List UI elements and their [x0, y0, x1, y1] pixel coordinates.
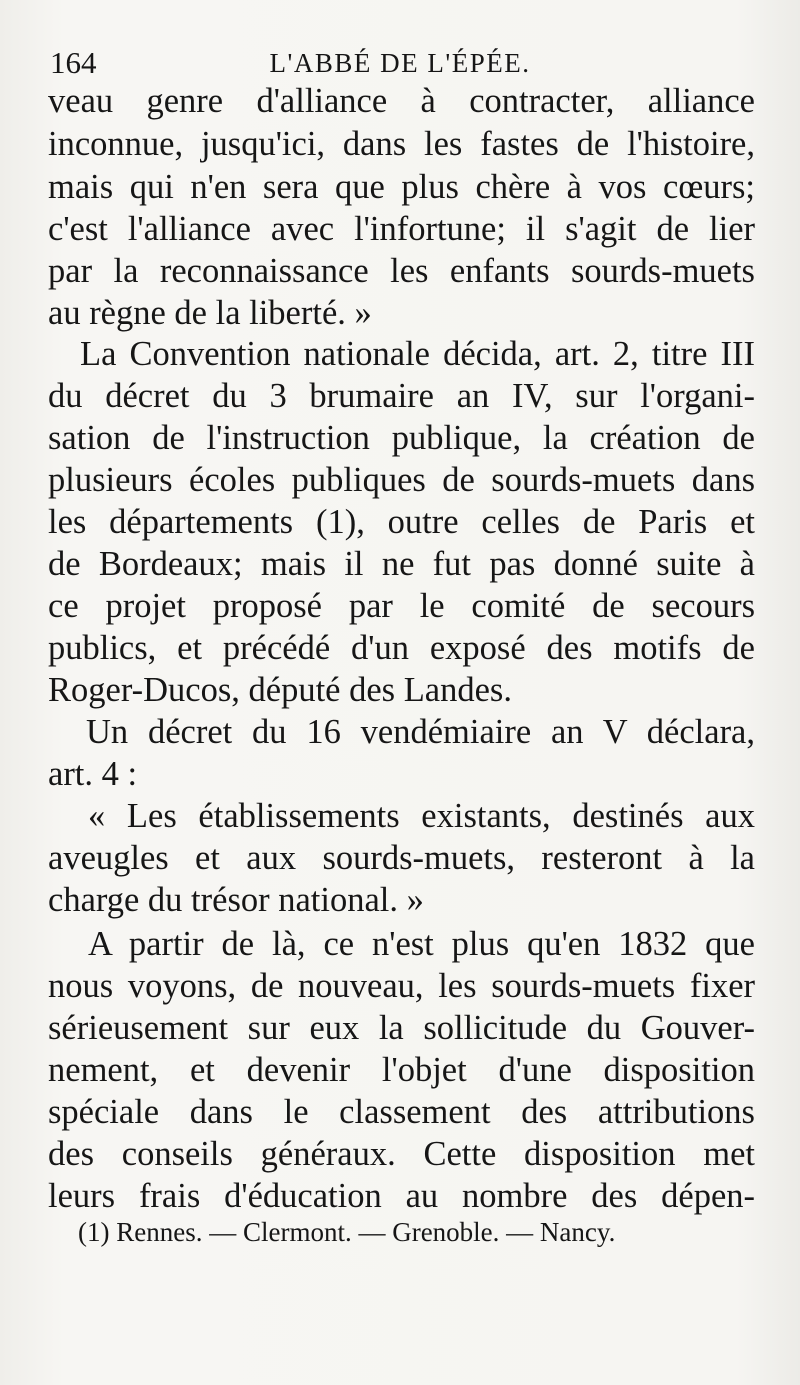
text-line: « Les établissements existants, destinés aux	[88, 797, 755, 835]
text-line: ce projet proposé par le comité de secours	[48, 587, 755, 625]
text-line: sation de l'instruction publique, la création de	[48, 419, 755, 457]
text-line: spéciale dans le classement des attributions	[48, 1093, 755, 1131]
text-line: c'est l'alliance avec l'infortune; il s'agit de lier	[48, 210, 755, 248]
text-line: aveugles et aux sourds-muets, resteront à la	[48, 839, 755, 877]
text-line: du décret du 3 brumaire an IV, sur l'organi-	[48, 377, 755, 415]
text-line: La Convention nationale décida, art. 2, titre III	[80, 335, 755, 373]
text-line: inconnue, jusqu'ici, dans les fastes de l'histoire,	[48, 125, 755, 163]
page-number: 164	[50, 45, 97, 80]
text-line: par la reconnaissance les enfants sourds-muets	[48, 252, 755, 290]
text-line: sérieusement sur eux la sollicitude du Gouver-	[48, 1009, 755, 1047]
text-line: nement, et devenir l'objet d'une disposition	[48, 1051, 755, 1089]
footnote: (1) Rennes. — Clermont. — Grenoble. — Nancy.	[78, 1217, 616, 1247]
text-line: des conseils généraux. Cette disposition met	[48, 1135, 755, 1173]
text-line: nous voyons, de nouveau, les sourds-muets fixer	[48, 967, 755, 1005]
text-line: charge du trésor national. »	[48, 881, 424, 919]
text-line: les départements (1), outre celles de Paris et	[48, 503, 755, 541]
text-line: leurs frais d'éducation au nombre des dépen-	[48, 1177, 755, 1215]
text-line: au règne de la liberté. »	[48, 294, 372, 332]
text-line: veau genre d'alliance à contracter, alliance	[48, 82, 755, 120]
text-line: Roger-Ducos, député des Landes.	[48, 671, 512, 709]
text-line: publics, et précédé d'un exposé des motifs de	[48, 629, 755, 667]
text-line: de Bordeaux; mais il ne fut pas donné suite à	[48, 545, 755, 583]
text-line: A partir de là, ce n'est plus qu'en 1832 que	[88, 925, 755, 963]
text-line: art. 4 :	[48, 755, 138, 793]
text-line: plusieurs écoles publiques de sourds-muets dans	[48, 461, 755, 499]
running-title: L'ABBÉ DE L'ÉPÉE.	[269, 48, 531, 78]
text-line: Un décret du 16 vendémiaire an V déclara,	[86, 713, 755, 751]
text-line: mais qui n'en sera que plus chère à vos cœurs;	[48, 168, 755, 206]
